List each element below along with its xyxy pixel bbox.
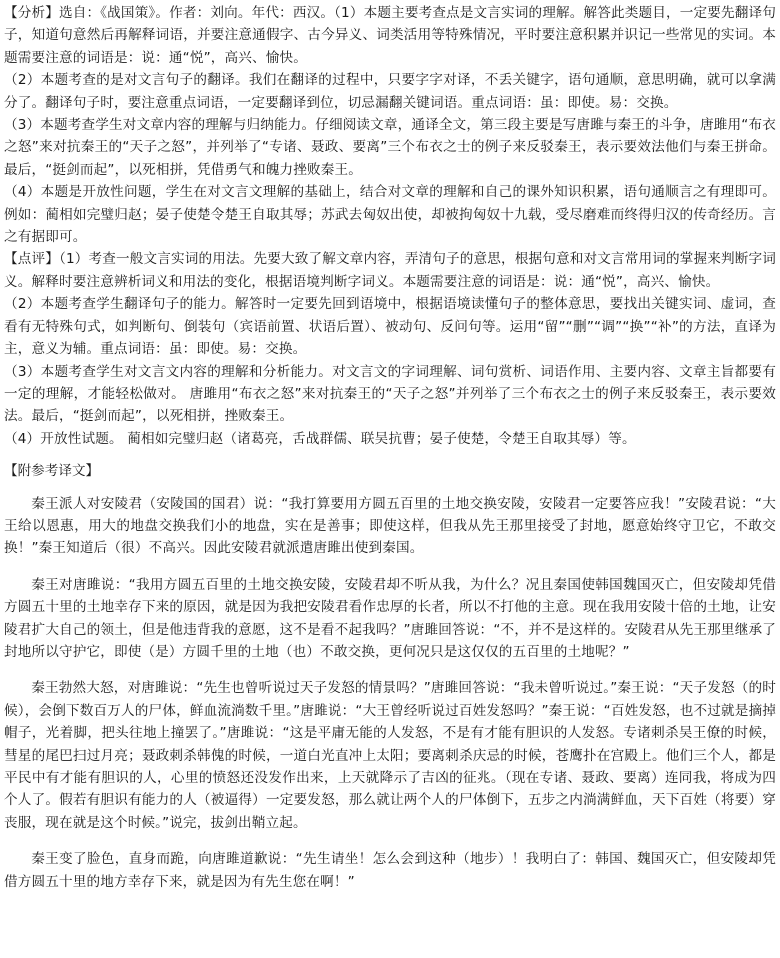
paragraph-spacer — [4, 663, 776, 677]
analysis-paragraph-4: （4）本题是开放性问题，学生在对文言文理解的基础上，结合对文章的理解和自己的课外知识积累，语句通顺言之有理即可。例如：蔺相如完璧归赵；晏子使楚令楚王自取其辱；苏武去匈奴出使，却被拘匈奴十九载，受尽磨难而终得归汉的传奇经历。言之有据即可。 — [4, 184, 776, 246]
heading-spacer — [4, 483, 776, 493]
translation-heading: 【附参考译文】 — [4, 463, 100, 480]
paragraph-spacer — [4, 834, 776, 848]
paragraph-spacer — [4, 560, 776, 574]
analysis-paragraph-3: （3）本题考查学生对文章内容的理解与归纳能力。仔细阅读文章，通译全文，第三段主要是写唐雎与秦王的斗争，唐雎用“布衣之怒”来对抗秦王的“天子之怒”，并列举了“专诸、聂政、要离”三个布衣之士的例子来反驳秦王，表示要效法他们与秦王拼命。最后，“挺剑而起”，以死相拼，凭借勇气和魄力挫败秦王。 — [4, 117, 776, 178]
analysis-section — [4, 2, 776, 248]
analysis-paragraph-2: （2）本题考查的是对文言句子的翻译。我们在翻译的过程中，只要字字对译，不丢关键字，语句通顺，意思明确，就可以拿满分了。翻译句子时，要注意重点词语，一定要翻译到位，切忌漏翻关键词语。重点词语：虽：即使。易：交换。 — [4, 72, 776, 111]
comment-paragraph-3: （3）本题考查学生对文言文内容的理解和分析能力。对文言文的字词理解、词句赏析、词语作用、主要内容、文章主旨都要有一定的理解，才能轻松做对。 唐雎用“布衣之怒”来对抗秦王的“天子之怒”并列举了三个布衣之士的例子来反驳秦王，表示要效法。最后，“挺剑而起”，以死相拼，挫败秦王。 — [4, 363, 776, 425]
translation-paragraph-1: 秦王派人对安陵君（安陵国的国君）说：“我打算要用方圆五百里的土地交换安陵，安陵君一定要答应我！”安陵君说：“大王给以恩惠，用大的地盘交换我们小的地盘，实在是善事；即使这样，但我从先王那里接受了封地，愿意始终守卫它，不敢交换！”秦王知道后（很）不高兴。因此安陵君就派遣唐雎出使到秦国。 — [4, 495, 776, 557]
translation-paragraph-4: 秦王变了脸色，直身而跪，向唐雎道歉说：“先生请坐！怎么会到这种（地步）！我明白了：韩国、魏国灭亡，但安陵却凭借方圆五十里的地方幸存下来，就是因为有先生您在啊！” — [4, 851, 776, 890]
comment-section — [4, 248, 776, 450]
translation-section — [4, 460, 776, 893]
analysis-paragraph-1: 【分析】选自：《战国策》。作者：刘向。年代：西汉。（1）本题主要考查点是文言实词的理解。解答此类题目，一定要先翻译句子，知道句意然后再解释词语，并要注意通假字、古今异义、词类活用等特殊情况，平时要注意积累并识记一些常见的实词。本题需要注意的词语是：说：通“悦”，高兴、愉快。 — [4, 5, 776, 66]
comment-paragraph-4: （4）开放性试题。 蔺相如完璧归赵（诸葛亮，舌战群儒、联吴抗曹；晏子使楚，令楚王自取其辱）等。 — [4, 430, 636, 447]
section-spacer — [4, 450, 776, 460]
translation-paragraph-3: 秦王勃然大怒，对唐雎说：“先生也曾听说过天子发怒的情景吗？”唐雎回答说：“我未曾听说过。”秦王说：“天子发怒（的时候），会倒下数百万人的尸体，鲜血流淌数千里。”唐雎说：“大王曾经听说过百姓发怒吗？”秦王说：“百姓发怒，也不过就是摘掉帽子，光着脚，把头往地上撞罢了。”唐雎说：“这是平庸无能的人发怒，不是有才能有胆识的人发怒。专诸刺杀吴王僚的时候，彗星的尾巴扫过月亮；聂政刺杀韩傀的时候，一道白光直冲上太阳；要离刺杀庆忌的时候，苍鹰扑在宫殿上。他们三个人，都是平民中有才能有胆识的人，心里的愤怒还没发作出来，上天就降示了吉凶的征兆。（现在专诸、聂政、要离）连同我，将成为四个人了。假若有胆识有能力的人（被逼得）一定要发怒，那么就让两个人的尸体倒下，五步之内淌满鲜血，天下百姓（将要）穿丧服，现在就是这个时候。”说完，拔剑出鞘立起。 — [4, 680, 776, 831]
translation-paragraph-2: 秦王对唐雎说：“我用方圆五百里的土地交换安陵，安陵君却不听从我，为什么？况且秦国使韩国魏国灭亡，但安陵却凭借方圆五十里的土地幸存下来的原因，就是因为我把安陵君看作忠厚的长者，所以不打他的主意。现在我用安陵十倍的土地，让安陵君扩大自己的领土，但是他违背我的意愿，这不是看不起我吗？”唐雎回答说：“不，并不是这样的。安陵君从先王那里继承了封地所以守护它，即使（是）方圆千里的土地（也）不敢交换，更何况只是这仅仅的五百里的土地呢？” — [4, 576, 776, 660]
comment-paragraph-2: （2）本题考查学生翻译句子的能力。解答时一定要先回到语境中，根据语境读懂句子的整体意思，要找出关键实词、虚词，查看有无特殊句式，如判断句、倒装句（宾语前置、状语后置）、被动句、反问句等。运用“留”“删”“调”“换”“补”的方法，直译为主，意义为辅。重点词语：虽：即使。易：交换。 — [4, 296, 776, 358]
comment-paragraph-1: 【点评】（1）考查一般文言实词的用法。先要大致了解文章内容，弄清句子的意思，根据句意和对文言常用词的掌握来判断字词义。解释时要注意辨析词义和用法的变化，根据语境判断字词义。本题需要注意的词语是：说：通“悦”，高兴、愉快。 — [4, 251, 776, 290]
